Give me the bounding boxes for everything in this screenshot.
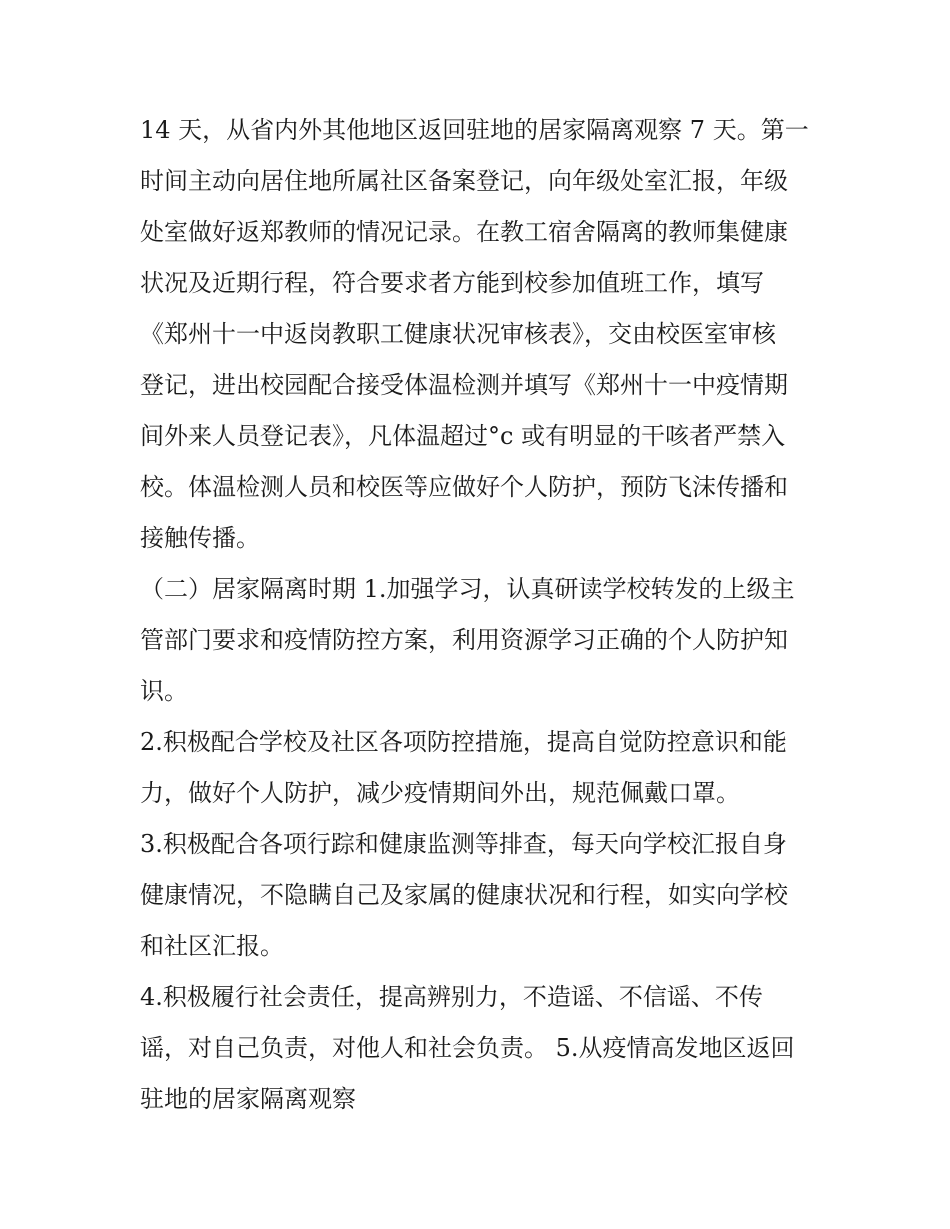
text-line: 时间主动向居住地所属社区备案登记，向年级处室汇报，年级	[140, 167, 788, 195]
text-line: 谣，对自己负责，对他人和社会负责。 5.从疫情高发地区返回	[140, 1034, 795, 1062]
text-line: 接触传播。	[140, 524, 260, 552]
text-line: 状况及近期行程，符合要求者方能到校参加值班工作，填写	[140, 269, 764, 297]
text-line: （二）居家隔离时期 1.加强学习，认真研读学校转发的上级主	[140, 575, 795, 603]
text-line: 管部门要求和疫情防控方案，利用资源学习正确的个人防护知	[140, 626, 788, 654]
text-line: 健康情况，不隐瞒自己及家属的健康状况和行程，如实向学校	[140, 881, 788, 909]
text-line: 3.积极配合各项行踪和健康监测等排查，每天向学校汇报自身	[140, 830, 787, 858]
text-line: 驻地的居家隔离观察	[140, 1085, 356, 1113]
text-line: 间外来人员登记表》，凡体温超过°c 或有明显的干咳者严禁入	[140, 422, 786, 450]
text-line: 力，做好个人防护，减少疫情期间外出，规范佩戴口罩。	[140, 779, 740, 807]
text-line: 2.积极配合学校及社区各项防控措施，提高自觉防控意识和能	[140, 728, 787, 756]
text-line: 处室做好返郑教师的情况记录。在教工宿舍隔离的教师集健康	[140, 218, 788, 246]
text-line: 识。	[140, 677, 188, 705]
text-line: 校。体温检测人员和校医等应做好个人防护，预防飞沫传播和	[140, 473, 788, 501]
document-body	[140, 105, 820, 1125]
text-line: 登记，进出校园配合接受体温检测并填写《郑州十一中疫情期	[140, 371, 788, 399]
text-line: 14 天，从省内外其他地区返回驻地的居家隔离观察 7 天。第一	[140, 116, 809, 144]
text-line: 和社区汇报。	[140, 932, 284, 960]
text-line: 《郑州十一中返岗教职工健康状况审核表》，交由校医室审核	[140, 320, 776, 348]
text-line: 4.积极履行社会责任，提高辨别力，不造谣、不信谣、不传	[140, 983, 763, 1011]
